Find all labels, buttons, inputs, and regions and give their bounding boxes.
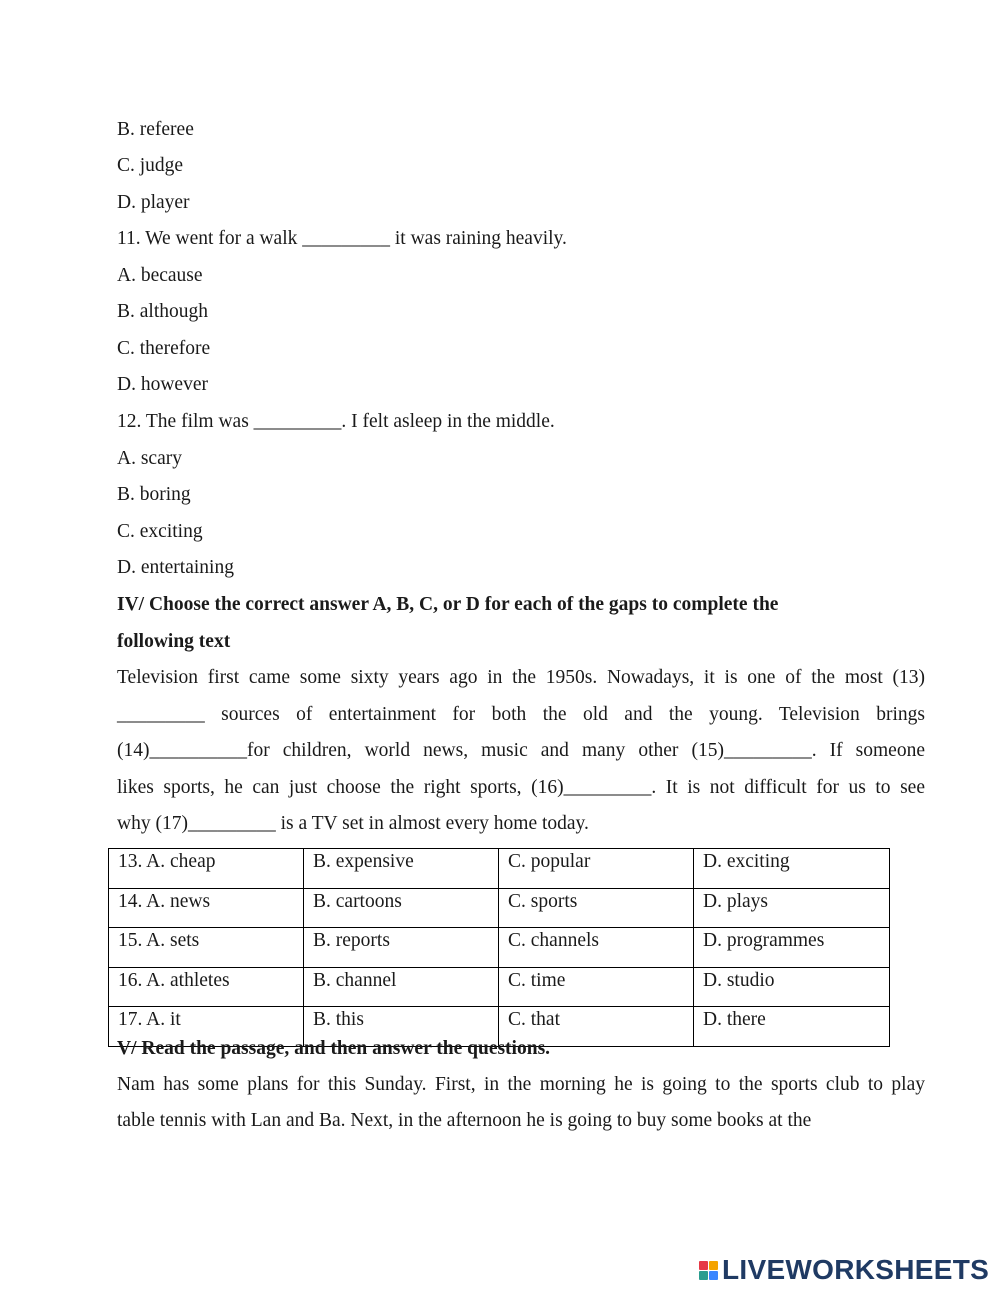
table-cell: B. cartoons bbox=[304, 888, 499, 928]
section-5-passage-line-1: Nam has some plans for this Sunday. First, in the morning he is going to the sports club to play bbox=[117, 1074, 925, 1095]
table-cell: 14. A. news bbox=[109, 888, 304, 928]
q12-option-c: C. exciting bbox=[117, 521, 203, 542]
table-cell: D. there bbox=[694, 1007, 890, 1047]
q12-option-a: A. scary bbox=[117, 448, 182, 469]
table-cell: 17. A. it bbox=[109, 1007, 304, 1047]
table-cell: C. sports bbox=[499, 888, 694, 928]
table-cell: C. channels bbox=[499, 928, 694, 968]
section-5-passage-line-2: table tennis with Lan and Ba. Next, in the afternoon he is going to buy some books at the bbox=[117, 1110, 812, 1131]
table-cell: 16. A. athletes bbox=[109, 967, 304, 1007]
table-cell: B. reports bbox=[304, 928, 499, 968]
section-4-passage-line-3: (14)__________for children, world news, music and many other (15)_________. If someone bbox=[117, 740, 925, 761]
section-5-heading: V/ Read the passage, and then answer the questions. bbox=[117, 1038, 551, 1059]
logo-blocks-icon bbox=[699, 1261, 718, 1280]
table-cell: D. exciting bbox=[694, 849, 890, 889]
option-d-player: D. player bbox=[117, 192, 190, 213]
logo-block bbox=[709, 1271, 718, 1280]
section-4-heading-line-1: IV/ Choose the correct answer A, B, C, or D for each of the gaps to complete the bbox=[117, 594, 779, 615]
question-11: 11. We went for a walk _________ it was raining heavily. bbox=[117, 228, 567, 249]
section-4-passage-line-1: Television first came some sixty years ago in the 1950s. Nowadays, it is one of the most (13) bbox=[117, 667, 925, 688]
table-cell: B. channel bbox=[304, 967, 499, 1007]
table-row bbox=[109, 928, 890, 968]
table-row bbox=[109, 849, 890, 889]
table-row bbox=[109, 967, 890, 1007]
answer-options-table bbox=[108, 848, 890, 1047]
table-cell: B. this bbox=[304, 1007, 499, 1047]
question-12: 12. The film was _________. I felt asleep in the middle. bbox=[117, 411, 555, 432]
q12-option-d: D. entertaining bbox=[117, 557, 234, 578]
section-4-heading-line-2: following text bbox=[117, 631, 231, 652]
q11-option-b: B. although bbox=[117, 301, 208, 322]
logo-block bbox=[699, 1271, 708, 1280]
q11-option-c: C. therefore bbox=[117, 338, 211, 359]
table-cell: B. expensive bbox=[304, 849, 499, 889]
logo-block bbox=[699, 1261, 708, 1270]
table-cell: C. popular bbox=[499, 849, 694, 889]
q11-option-a: A. because bbox=[117, 265, 203, 286]
logo-text: LIVEWORKSHEETS bbox=[722, 1254, 990, 1285]
option-c-judge: C. judge bbox=[117, 155, 184, 176]
option-b-referee: B. referee bbox=[117, 119, 194, 140]
table-cell: 15. A. sets bbox=[109, 928, 304, 968]
table-cell: 13. A. cheap bbox=[109, 849, 304, 889]
table-cell: D. studio bbox=[694, 967, 890, 1007]
table-cell: D. programmes bbox=[694, 928, 890, 968]
table-cell: C. that bbox=[499, 1007, 694, 1047]
q11-option-d: D. however bbox=[117, 374, 208, 395]
table-cell: D. plays bbox=[694, 888, 890, 928]
table-row bbox=[109, 888, 890, 928]
liveworksheets-logo bbox=[699, 1256, 989, 1284]
section-4-passage-line-5: why (17)_________ is a TV set in almost every home today. bbox=[117, 813, 589, 834]
section-4-passage-line-2: _________ sources of entertainment for both the old and the young. Television brings bbox=[117, 704, 925, 725]
section-4-passage-line-4: likes sports, he can just choose the right sports, (16)_________. It is not difficult for us to see bbox=[117, 777, 925, 798]
logo-block bbox=[709, 1261, 718, 1270]
q12-option-b: B. boring bbox=[117, 484, 191, 505]
table-cell: C. time bbox=[499, 967, 694, 1007]
